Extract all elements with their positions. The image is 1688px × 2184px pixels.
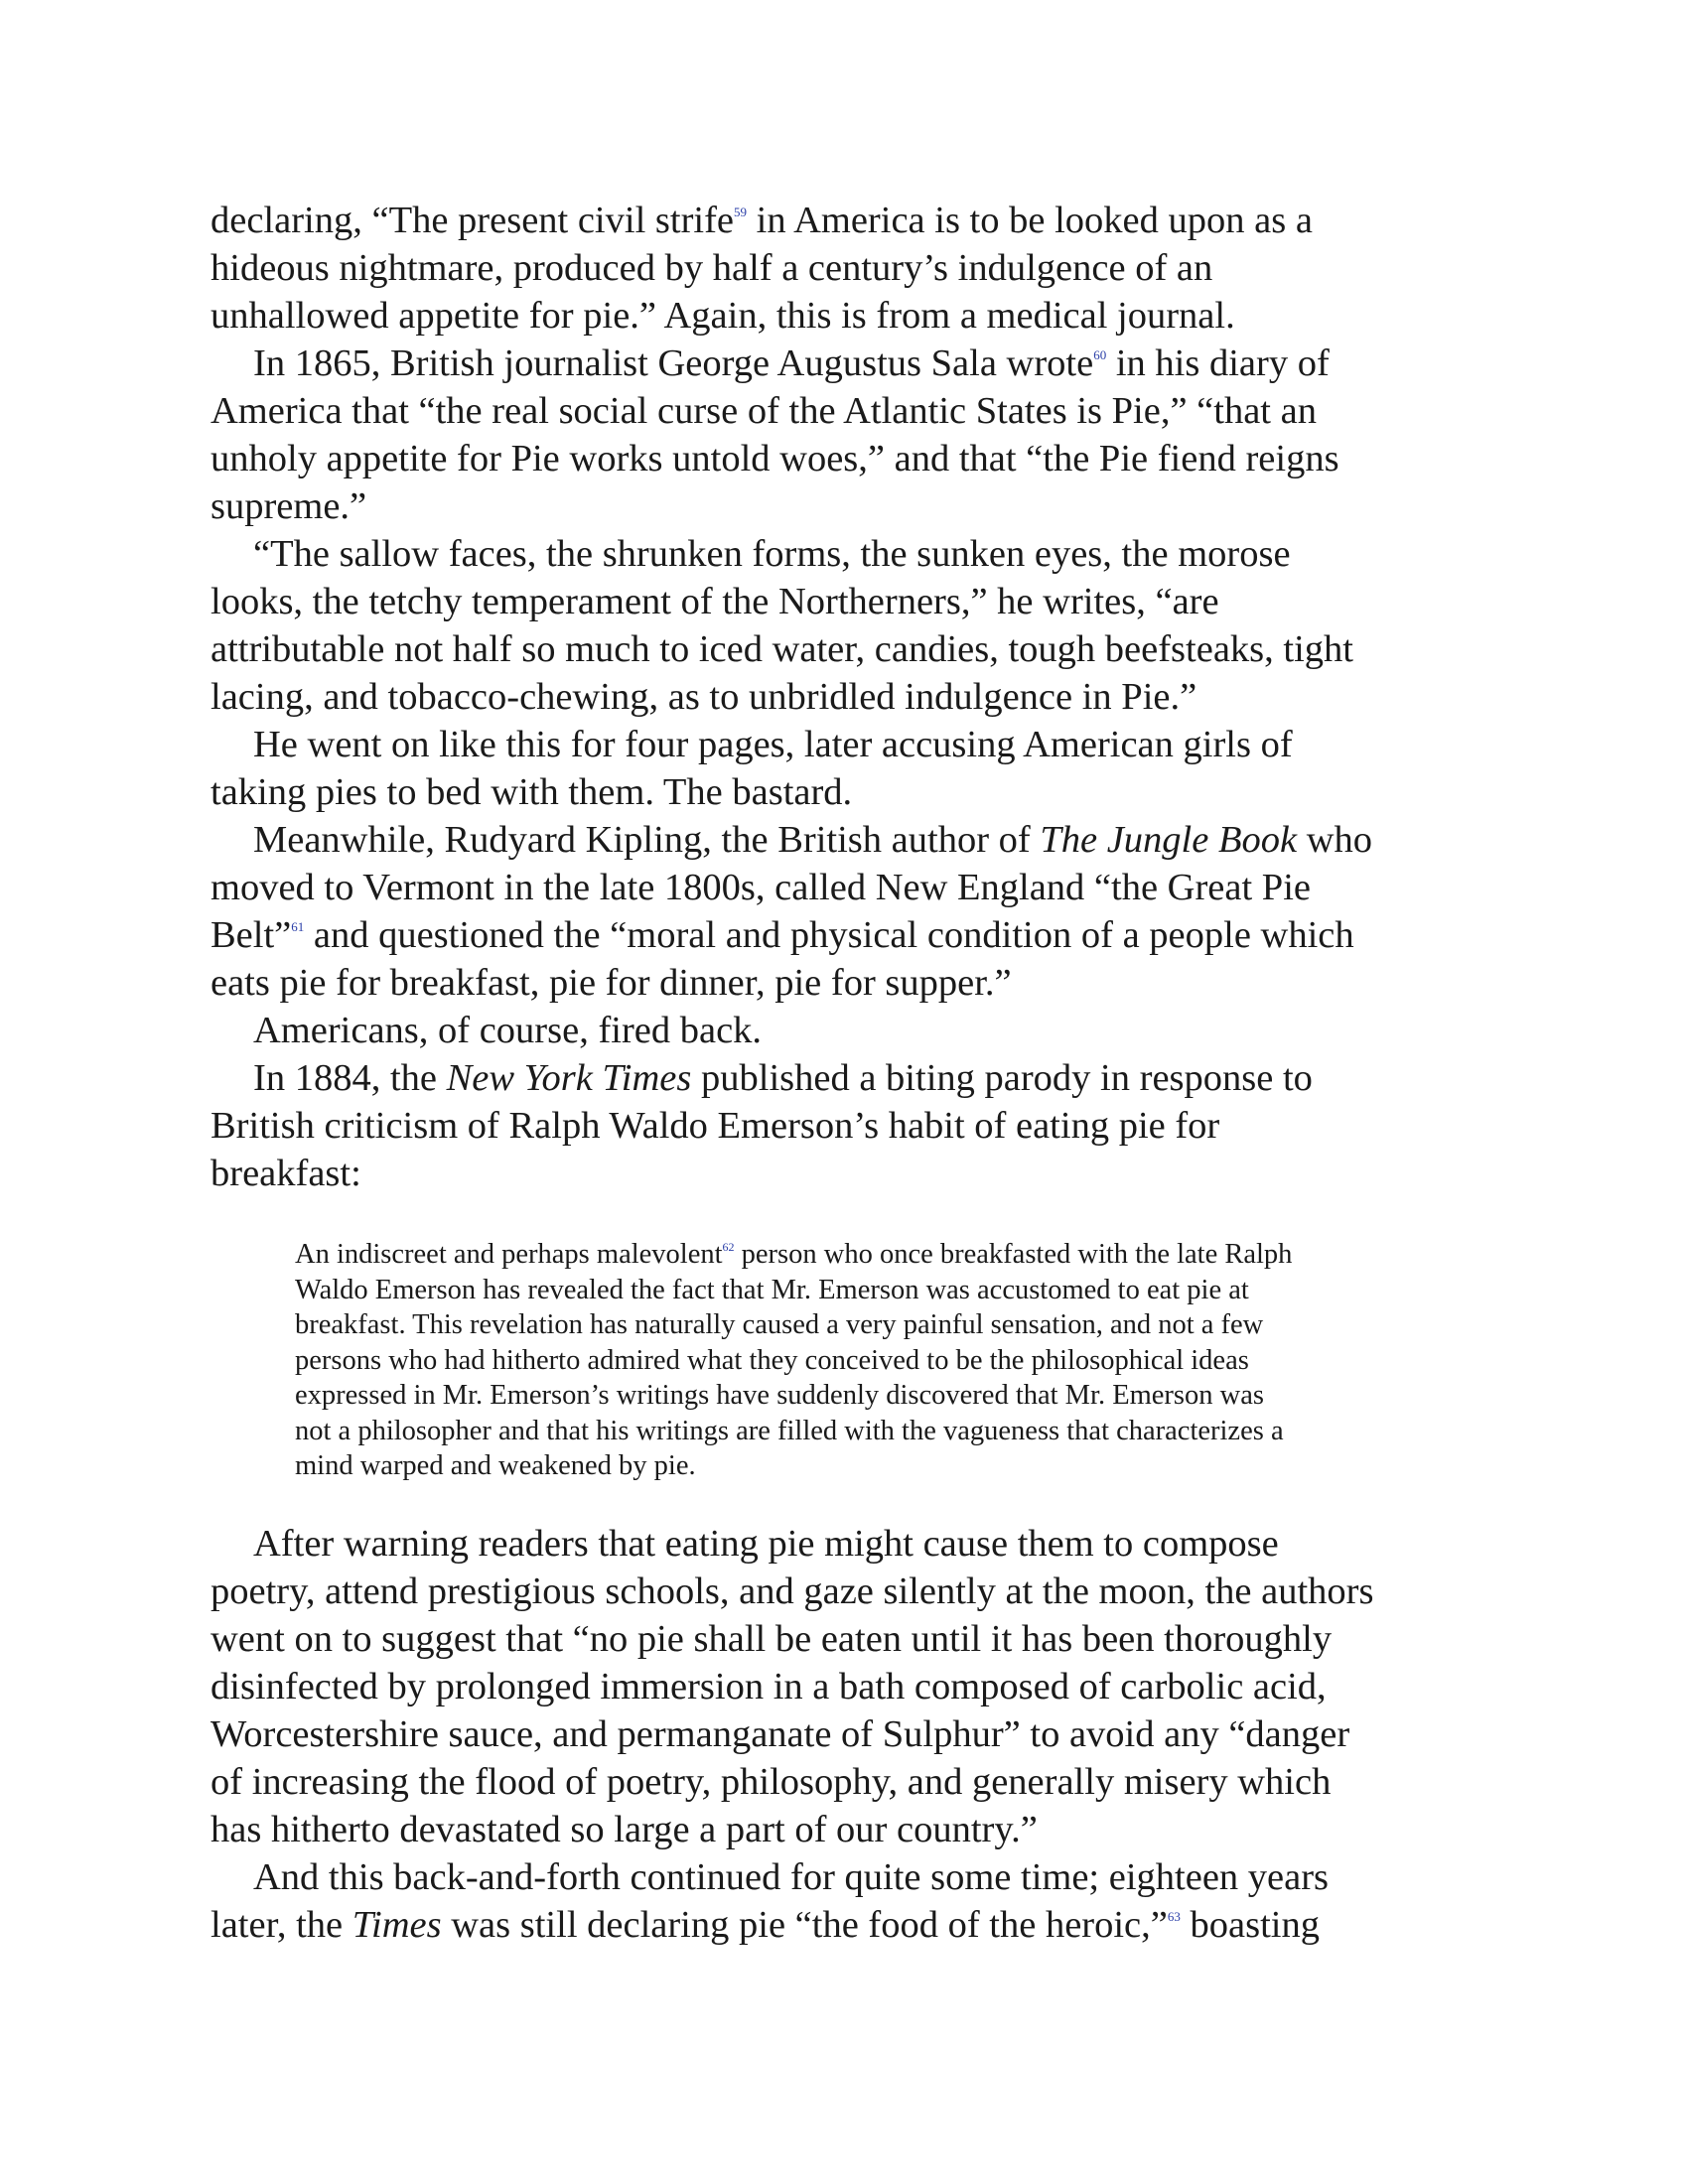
text-run: eats pie for breakfast, pie for dinner, pie for supper.” (211, 962, 1012, 1004)
text-line (295, 1273, 1501, 1308)
text-line (211, 530, 1501, 578)
text-line (211, 340, 1501, 387)
text-line (295, 1237, 1501, 1273)
italic-title: New York Times (446, 1057, 692, 1099)
text-run: later, the (211, 1903, 352, 1946)
text-run: Americans, of course, fired back. (253, 1010, 763, 1051)
text-line (211, 1901, 1501, 1949)
text-line (211, 578, 1501, 625)
text-line (211, 911, 1501, 959)
text-line (211, 1007, 1501, 1054)
text-line (211, 292, 1501, 340)
paragraph (211, 340, 1501, 530)
text-line (211, 1054, 1501, 1102)
italic-title: The Jungle Book (1040, 819, 1298, 861)
text-run: In 1884, the (253, 1057, 447, 1099)
text-run: attributable not half so much to iced water, candies, tough beefsteaks, tight (211, 628, 1353, 670)
text-line (295, 1414, 1501, 1449)
text-run: and questioned the “moral and physical condition of a people which (304, 914, 1354, 956)
block-quote (295, 1237, 1501, 1484)
text-line (211, 1615, 1501, 1663)
text-run: who (1297, 819, 1373, 861)
paragraph (211, 1853, 1501, 1949)
text-line (211, 1806, 1501, 1853)
text-run: unholy appetite for Pie works untold woes,” and that “the Pie fiend reigns (211, 438, 1339, 479)
text-run: After warning readers that eating pie might cause them to compose (253, 1522, 1279, 1565)
text-line (211, 435, 1501, 482)
text-line (211, 721, 1501, 768)
text-line (211, 482, 1501, 530)
paragraph (211, 721, 1501, 816)
footnote-ref[interactable]: 62 (722, 1240, 735, 1254)
text-run: was still declaring pie “the food of the heroic,” (441, 1903, 1168, 1946)
paragraph (211, 816, 1501, 1007)
text-run: looks, the tetchy temperament of the Northerners,” he writes, “are (211, 581, 1219, 622)
text-run: lacing, and tobacco-chewing, as to unbridled indulgence in Pie.” (211, 676, 1197, 718)
text-line (211, 1663, 1501, 1710)
text-run: declaring, “The present civil strife (211, 200, 735, 241)
text-run: breakfast. This revelation has naturally caused a very painful sensation, and not a few (295, 1309, 1264, 1340)
text-run: supreme.” (211, 485, 367, 527)
text-run: boasting (1180, 1903, 1320, 1946)
text-run: And this back-and-forth continued for quite some time; eighteen years (253, 1855, 1330, 1898)
text-run: British criticism of Ralph Waldo Emerson’s habit of eating pie for (211, 1105, 1220, 1147)
text-run: persons who had hitherto admired what they conceived to be the philosophical ideas (295, 1344, 1249, 1376)
paragraph (211, 1054, 1501, 1197)
text-line (211, 959, 1501, 1007)
text-line (211, 387, 1501, 435)
text-run: unhallowed appetite for pie.” Again, this is from a medical journal. (211, 295, 1235, 337)
text-run: Waldo Emerson has revealed the fact that Mr. Emerson was accustomed to eat pie at (295, 1274, 1249, 1305)
document-page (211, 197, 1501, 1949)
text-line (211, 1150, 1501, 1197)
text-line (295, 1448, 1501, 1484)
text-run: He went on like this for four pages, later accusing American girls of (253, 724, 1293, 765)
text-line (211, 1758, 1501, 1806)
text-line (211, 673, 1501, 721)
text-line (211, 1710, 1501, 1758)
text-line (211, 1520, 1501, 1568)
text-run: taking pies to bed with them. The bastard. (211, 771, 853, 813)
text-run: America that “the real social curse of the Atlantic States is Pie,” “that an (211, 390, 1317, 432)
text-run: In 1865, British journalist George Augustus Sala wrote (253, 342, 1094, 384)
text-line (211, 197, 1501, 244)
text-run: in America is to be looked upon as a (747, 200, 1313, 241)
text-line (295, 1378, 1501, 1414)
text-run: Worcestershire sauce, and permanganate of Sulphur” to avoid any “danger (211, 1712, 1350, 1755)
paragraph (211, 1007, 1501, 1054)
text-run: disinfected by prolonged immersion in a bath composed of carbolic acid, (211, 1665, 1327, 1707)
text-line (211, 1568, 1501, 1615)
text-line (211, 1102, 1501, 1150)
body-top (211, 197, 1501, 1197)
text-line (211, 768, 1501, 816)
paragraph (211, 1520, 1501, 1853)
paragraph (211, 530, 1501, 721)
italic-title: Times (352, 1903, 442, 1946)
text-run: has hitherto devastated so large a part of our country.” (211, 1808, 1038, 1850)
paragraph (211, 197, 1501, 340)
text-run: of increasing the flood of poetry, philosophy, and generally misery which (211, 1760, 1332, 1803)
text-run: mind warped and weakened by pie. (295, 1450, 696, 1481)
text-run: breakfast: (211, 1153, 361, 1194)
text-line (211, 625, 1501, 673)
footnote-ref[interactable]: 61 (291, 919, 305, 934)
footnote-ref[interactable]: 59 (734, 205, 748, 219)
text-line (211, 816, 1501, 864)
text-line (211, 864, 1501, 911)
text-line (211, 1853, 1501, 1901)
text-run: person who once breakfasted with the late Ralph (734, 1239, 1293, 1270)
text-run: poetry, attend prestigious schools, and gaze silently at the moon, the authors (211, 1570, 1374, 1612)
text-run: in his diary of (1106, 342, 1330, 384)
text-line (211, 244, 1501, 292)
text-run: not a philosopher and that his writings are filled with the vagueness that characterizes a (295, 1415, 1284, 1446)
text-run: expressed in Mr. Emerson’s writings have suddenly discovered that Mr. Emerson was (295, 1380, 1264, 1411)
text-run: An indiscreet and perhaps malevolent (295, 1239, 723, 1270)
body-bottom (211, 1520, 1501, 1949)
text-run: Meanwhile, Rudyard Kipling, the British author of (253, 819, 1041, 861)
text-run: “The sallow faces, the shrunken forms, the sunken eyes, the morose (253, 533, 1291, 575)
text-line (295, 1343, 1501, 1379)
text-run: published a biting parody in response to (691, 1057, 1313, 1099)
footnote-ref[interactable]: 63 (1167, 1908, 1181, 1924)
text-line (295, 1307, 1501, 1343)
text-run: Belt” (211, 914, 292, 956)
text-run: hideous nightmare, produced by half a century’s indulgence of an (211, 247, 1213, 289)
text-run: went on to suggest that “no pie shall be eaten until it has been thoroughly (211, 1617, 1333, 1660)
text-run: moved to Vermont in the late 1800s, called New England “the Great Pie (211, 867, 1312, 908)
footnote-ref[interactable]: 60 (1093, 347, 1107, 362)
